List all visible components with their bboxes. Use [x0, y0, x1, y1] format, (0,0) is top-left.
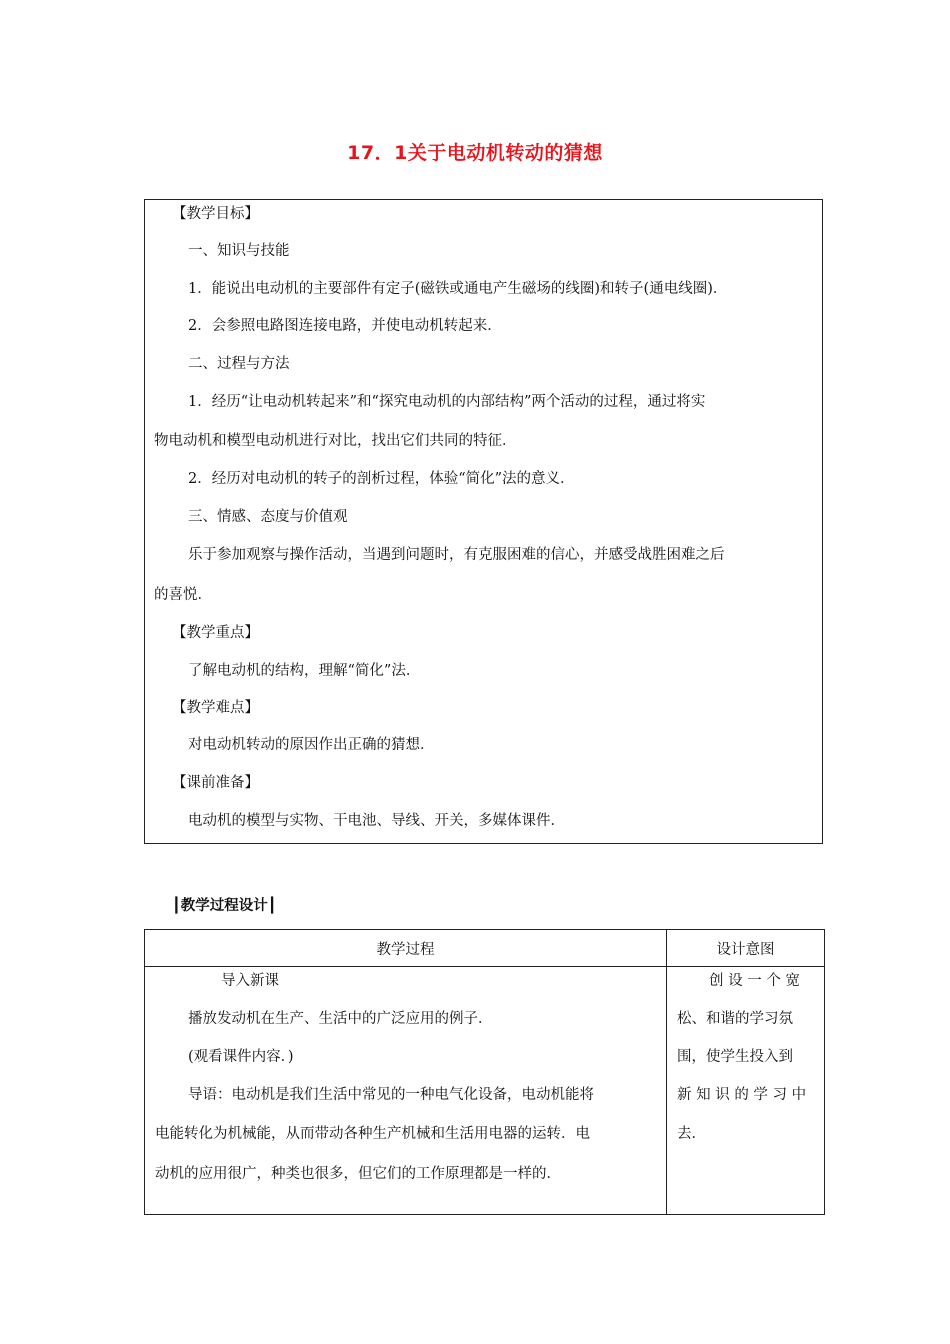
process-line-5: 电能转化为机械能，从而带动各种生产机械和生活用电器的运转．电	[155, 1126, 590, 1142]
process-cell	[145, 967, 667, 1215]
intent-line-5: 去．	[677, 1126, 706, 1142]
process-line-2: 播放发动机在生产、生活中的广泛应用的例子．	[188, 1011, 493, 1027]
process-line-6: 动机的应用很广，种类也很多，但它们的工作原理都是一样的．	[155, 1166, 561, 1182]
knowledge-item-2: 2．会参照电路图连接电路，并使电动机转起来．	[188, 318, 502, 334]
intent-line-4: 新 知 识 的 学 习 中	[677, 1087, 807, 1103]
intent-line-1: 创 设 一 个 宽	[709, 973, 800, 989]
col-header-intent: 设计意图	[667, 930, 825, 967]
emotion-text-line-1: 乐于参加观察与操作活动，当遇到问题时，有克服困难的信心，并感受战胜困难之后	[188, 547, 725, 563]
process-item-2: 2．经历对电动机的转子的剖析过程，体验“简化”法的意义．	[188, 471, 575, 487]
objectives-heading: 【教学目标】	[172, 206, 259, 222]
process-item-1-line-1: 1．经历“让电动机转起来”和“探究电动机的内部结构”两个活动的过程，通过将实	[188, 394, 706, 410]
process-design-heading: ┃教学过程设计┃	[172, 898, 277, 914]
process-method-title: 二、过程与方法	[188, 356, 290, 372]
intent-cell	[667, 967, 825, 1215]
intent-line-2: 松、和谐的学习氛	[677, 1011, 793, 1027]
knowledge-skills-title: 一、知识与技能	[188, 243, 290, 259]
intro-title: 导入新课	[221, 973, 279, 989]
table-row	[145, 967, 825, 1215]
intent-line-3: 围，使学生投入到	[677, 1049, 793, 1065]
process-table	[144, 929, 825, 1215]
process-item-1-line-2: 物电动机和模型电动机进行对比，找出它们共同的特征．	[154, 433, 517, 449]
key-points-text: 了解电动机的结构，理解“简化”法．	[188, 663, 421, 679]
difficulty-text: 对电动机转动的原因作出正确的猜想．	[188, 737, 435, 753]
difficulty-heading: 【教学难点】	[172, 700, 259, 716]
key-points-heading: 【教学重点】	[172, 625, 259, 641]
process-line-4: 导语：电动机是我们生活中常见的一种电气化设备，电动机能将	[188, 1087, 594, 1103]
knowledge-item-1: 1．能说出电动机的主要部件有定子(磁铁或通电产生磁场的线圈)和转子(通电线圈)．	[188, 281, 728, 297]
preparation-heading: 【课前准备】	[172, 775, 259, 791]
emotion-values-title: 三、情感、态度与价值观	[188, 509, 348, 525]
col-header-process: 教学过程	[145, 930, 667, 967]
preparation-text: 电动机的模型与实物、干电池、导线、开关，多媒体课件．	[188, 813, 565, 829]
process-line-3: (观看课件内容．)	[188, 1049, 294, 1065]
emotion-text-line-2: 的喜悦．	[154, 587, 212, 603]
document-title: 17．1关于电动机转动的猜想	[347, 142, 603, 164]
table-header-row	[145, 930, 825, 967]
